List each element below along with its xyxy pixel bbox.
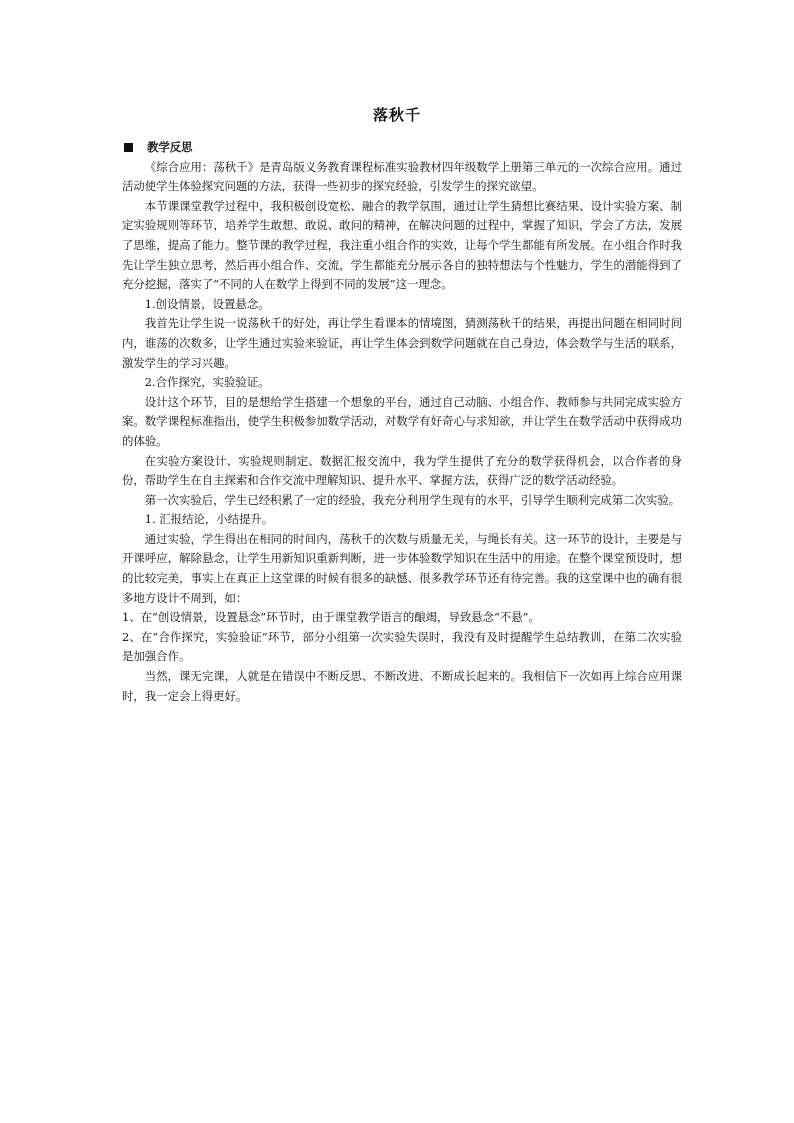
bullet-square-icon [124,143,133,152]
list-item-1: 1、在“创设情景，设置悬念”环节时，由于课堂教学语言的酿竭，导致悬念“不悬”。 [122,610,540,625]
reflection-section [122,138,682,706]
paragraph-step-2a: 设计这个环节，目的是想给学生搭建一个想象的平台，通过自己动脑、小组合作、教师参与共同完成实验方案。数学课程标准指出，使学生积极参加数学活动，对数学有好奇心与求知欲，并让学生在数学活动中获得成功的体验。 [122,394,682,448]
paragraph-step-3: 通过实验，学生得出在相同的时间内，荡秋千的次数与质量无关，与绳长有关。这一环节的设计，主要是与开课呼应，解除悬念，让学生用新知识重新判断，进一步体验数学知识在生活中的用途。在整个课堂预设时，想的比较完美，事实上在真正上这堂课的时候有很多的缺憾、很多教学环节还有待完善。我的这堂课中也的确有很多地方设计不周到，如： [122,531,682,605]
paragraph-conclusion: 当然，课无完课，人就是在错误中不断反思、不断改进、不断成长起来的。我相信下一次如再上综合应用课时，我一定会上得更好。 [122,669,682,703]
paragraph-step-2c: 第一次实验后，学生已经积累了一定的经验，我充分利用学生现有的水平，引导学生顺利完成第二次实验。 [144,492,681,507]
paragraph-step-2b: 在实验方案设计、实验规则制定、数据汇报交流中，我为学生提供了充分的数学获得机会，以合作者的身份，帮助学生在自主探索和合作交流中理解知识、提升水平、掌握方法，获得广泛的数学活动经验。 [122,453,682,488]
paragraph-process: 本节课课堂教学过程中，我积极创设宽松、融合的教学氛围，通过让学生猜想比赛结果、设计实验方案、制定实验规则等环节，培养学生敢想、敢说、敢问的精神，在解决问题的过程中，掌握了知识，学会了方法，发展了思维，提高了能力。整节课的教学过程，我注重小组合作的实效，让每个学生都能有所发展。在小组合作时我先让学生独立思考，然后再小组合作、交流，学生都能充分展示各自的独特想法与个性魅力，学生的潜能得到了充分挖掘，落实了“不同的人在数学上得到不同的发展”这一理念。 [122,198,682,292]
subheading-step-3: 1. 汇报结论，小结提升。 [144,512,274,527]
document-title: 落秋千 [372,106,421,124]
paragraph-intro: 《综合应用：荡秋千》是青岛版义务教育课程标准实验教材四年级数学上册第三单元的一次综合应用。通过活动使学生体验探究问题的方法，获得一些初步的探究经验，引发学生的探究欲望。 [122,159,682,194]
paragraph-step-1: 我首先让学生说一说荡秋千的好处，再让学生看课本的情境图，猜测荡秋千的结果，再提出问题在相同时间内，谁荡的次数多，让学生通过实验来验证，再让学生体会到数学问题就在自己身边，体会数学与生活的联系，激发学生的学习兴趣。 [122,316,682,370]
section-heading [122,138,682,158]
subheading-step-2: 2.合作探究，实验验证。 [144,375,270,390]
list-item-2: 2、在“合作探究，实验验证”环节，部分小组第一次实验失误时，我没有及时提醒学生总结教训，在第二次实验是加强合作。 [122,629,682,664]
section-heading-text: 教学反思 [147,140,193,154]
subheading-step-1: 1.创设情景，设置悬念。 [144,296,270,311]
